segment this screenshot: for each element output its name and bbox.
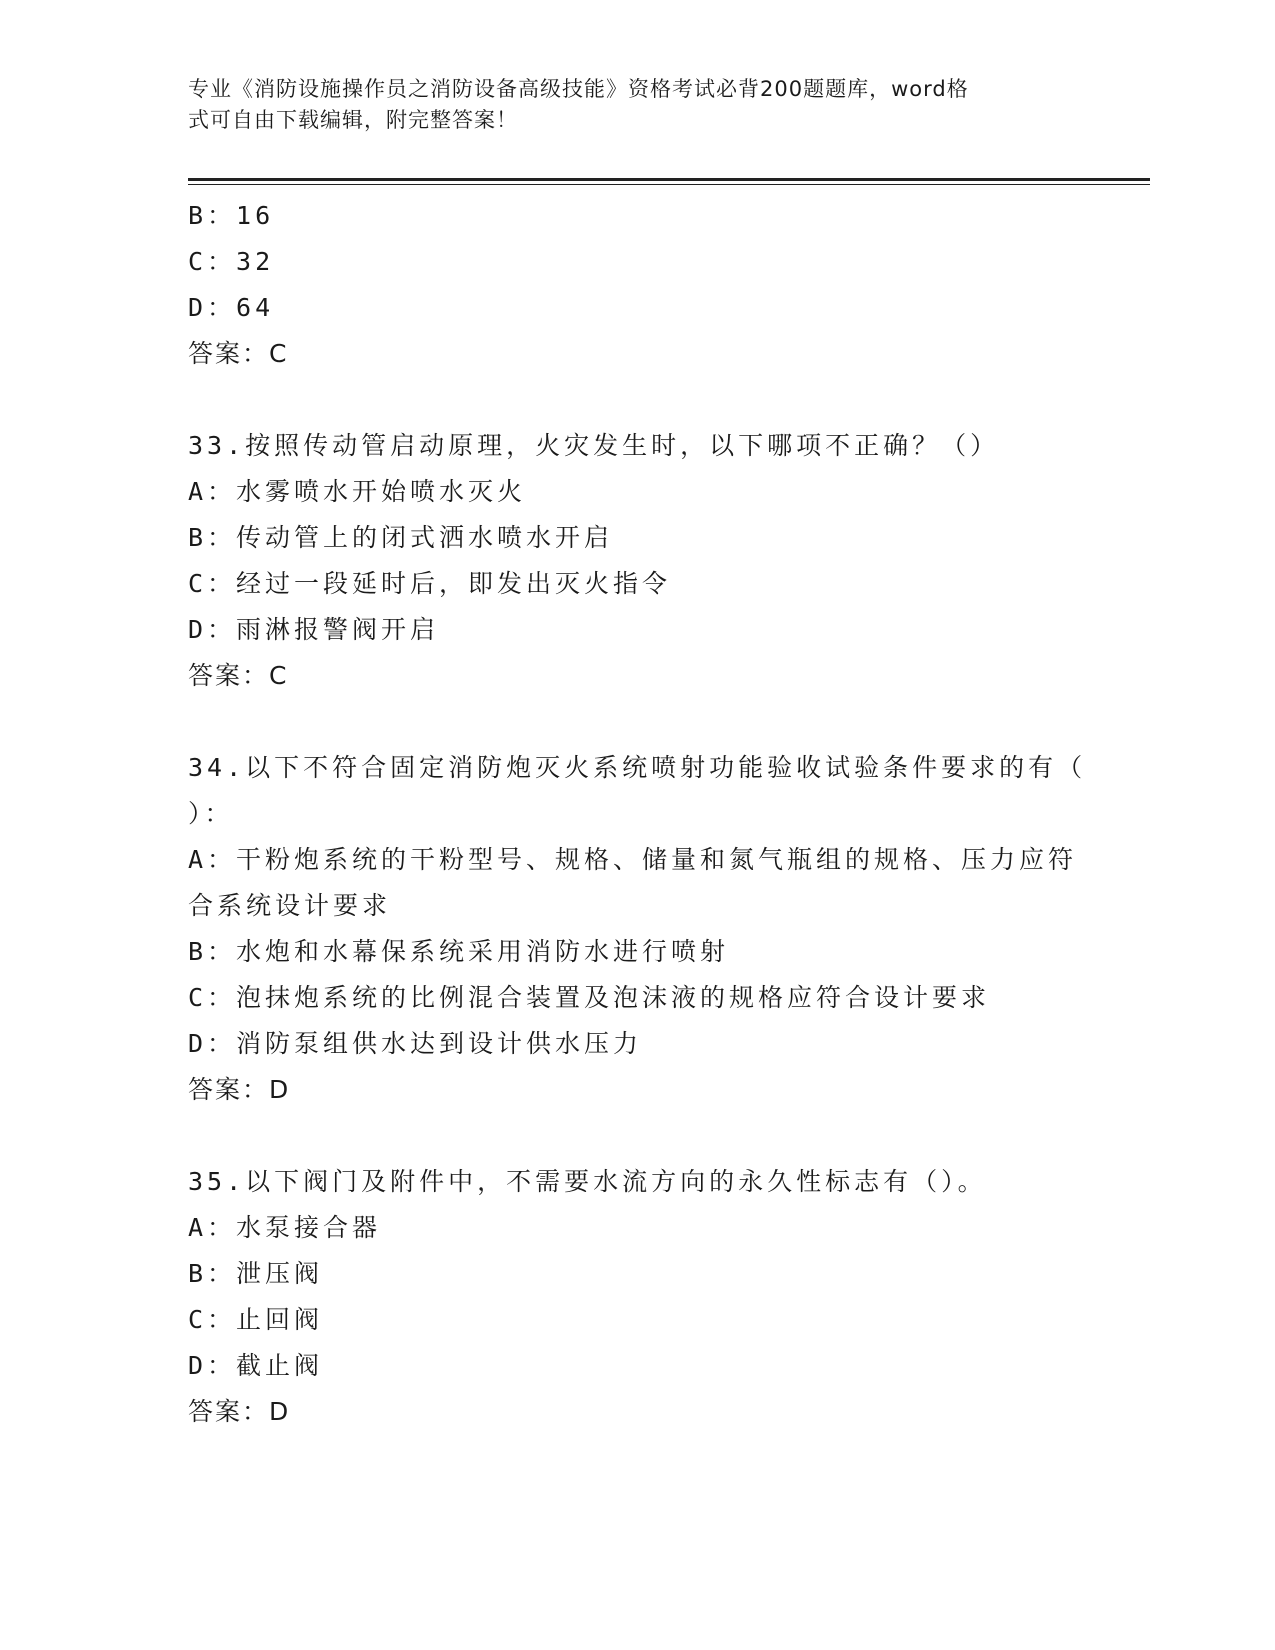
answer: 答案：C [188,661,289,690]
option-b: B：水炮和水幕保系统采用消防水进行喷射 [188,937,730,966]
option-d: D：雨淋报警阀开启 [188,615,440,644]
question-stem-line-2: ）： [188,799,234,828]
header-title-line-1: 专业《消防设施操作员之消防设备高级技能》资格考试必背200题题库，word格 [188,77,969,101]
header-rule-thick [188,178,1150,181]
option-c: C：经过一段延时后，即发出灭火指令 [188,569,672,598]
option-b: B：传动管上的闭式洒水喷水开启 [188,523,614,552]
option-d: D：消防泵组供水达到设计供水压力 [188,1029,643,1058]
option-c: C：泡抹炮系统的比例混合装置及泡沫液的规格应符合设计要求 [188,983,991,1012]
option-b: B：泄压阀 [188,1259,324,1288]
header-rule-thin [188,184,1150,185]
answer: 答案：D [188,1075,291,1104]
option-d: D：截止阀 [188,1351,324,1380]
option-a: A：水雾喷水开始喷水灭火 [188,477,527,506]
document-header [188,74,1068,136]
question-stem-line-1: 34.以下不符合固定消防炮灭火系统喷射功能验收试验条件要求的有（ [188,753,1087,782]
header-title-line-2: 式可自由下载编辑，附完整答案！ [188,108,518,132]
option-b: B：16 [188,201,275,230]
question-33 [188,423,1088,699]
answer: 答案：D [188,1397,291,1426]
question-34 [188,745,1088,1113]
question-list [188,193,1088,1435]
option-a-line-2: 合系统设计要求 [188,891,392,920]
option-d: D：64 [188,293,275,322]
question-35 [188,1159,1088,1435]
option-a: A：水泵接合器 [188,1213,382,1242]
option-a-line-1: A：干粉炮系统的干粉型号、规格、储量和氮气瓶组的规格、压力应符 [188,845,1078,874]
option-c: C：32 [188,247,275,276]
option-c: C：止回阀 [188,1305,324,1334]
question-stem: 33.按照传动管启动原理，火灾发生时，以下哪项不正确？（） [188,431,1000,460]
question-stem: 35.以下阀门及附件中，不需要水流方向的永久性标志有（）。 [188,1167,987,1196]
answer: 答案：C [188,339,289,368]
